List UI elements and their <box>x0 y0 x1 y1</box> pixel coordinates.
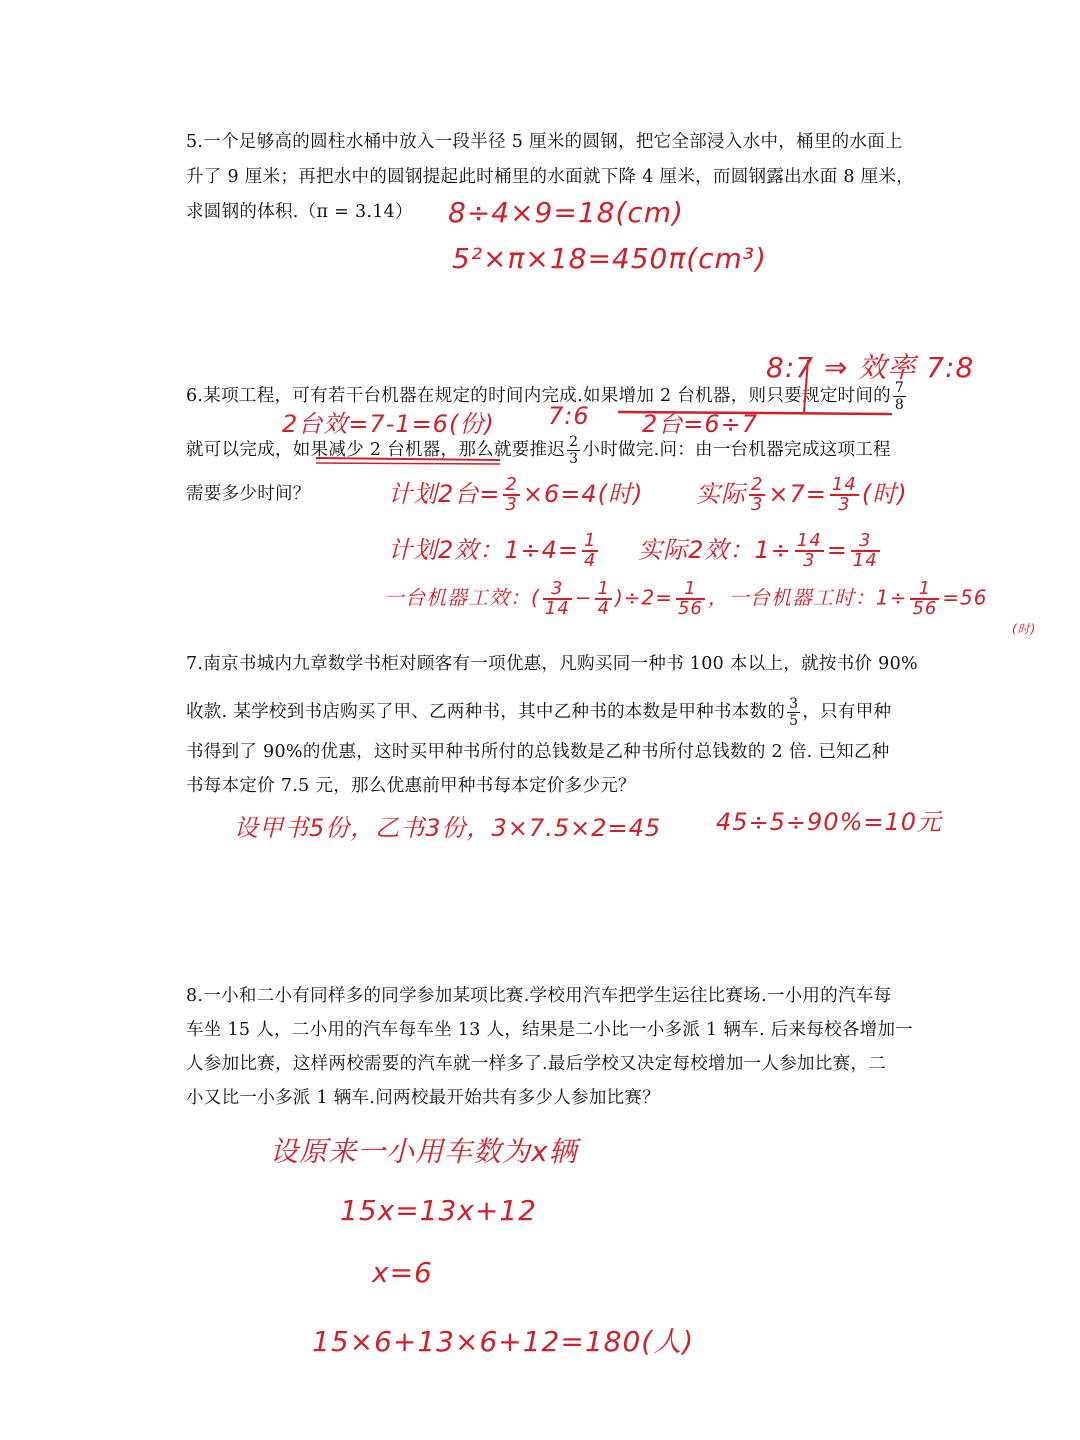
problem8-answer4: 15×6+13×6+12=180(人) <box>312 1325 695 1358</box>
problem5-answer2: 5²×π×18=450π(cm³) <box>452 242 767 275</box>
frac-num: 7 <box>894 380 905 396</box>
hw-frac-den: 4 <box>584 550 597 571</box>
hw-frac-den: 3 <box>750 494 764 515</box>
problem7-line4: 书每本定价 7.5 元，那么优惠前甲种书每本定价多少元？ <box>186 776 636 796</box>
problem7-answer1: 设甲书5份，乙书3份，3×7.5×2=45 <box>234 814 662 842</box>
problem5-line1: 5.一个足够高的圆柱水桶中放入一段半径 5 厘米的圆钢，把它全部浸入水中，桶里的水面上 <box>186 132 903 152</box>
hw-frac-num: 2 <box>750 474 764 495</box>
problem8-answer2: 15x=13x+12 <box>340 1194 537 1227</box>
problem7-line2a: 收款. 某学校到书店购买了甲、乙两种书，其中乙种书的本数是甲种书本数的 <box>186 702 786 722</box>
hw-text: 一台机器工效：( <box>384 585 540 610</box>
hw-frac-den: 14 <box>852 550 878 571</box>
hw-text: − <box>574 585 593 610</box>
hw-text: 实际2效：1÷ <box>638 536 792 564</box>
hw-frac-den: 4 <box>597 598 610 619</box>
hw-text: )÷2= <box>614 585 673 610</box>
problem8-line2: 车坐 15 人，二小用的汽车每车坐 13 人，结果是二小比一小多派 1 辆车. 后来每校各增加一 <box>186 1020 914 1040</box>
frac-den: 3 <box>569 451 579 467</box>
hw-frac-den: 3 <box>838 494 851 515</box>
hw-text: =56 <box>942 585 988 610</box>
hw-text: ×7= <box>768 480 827 508</box>
hw-text: ，一台机器工时：1÷ <box>707 585 908 610</box>
problem7-line1: 7.南京书城内九章数学书柜对顾客有一项优惠，凡购买同一种书 100 本以上，就按书价 90% <box>186 654 918 674</box>
hw-frac-den: 56 <box>677 598 703 619</box>
problem6-ratio-note: 8:7 ⇒ 效率 7:8 <box>766 351 975 384</box>
problem6-note-mid: 7:6 <box>548 402 590 430</box>
hw-frac-num: 2 <box>505 474 518 495</box>
hw-frac-num: 3 <box>543 580 572 600</box>
hw-text: (时) <box>861 480 908 508</box>
hw-frac-num: 1 <box>597 578 610 599</box>
frac-den: 8 <box>894 397 905 413</box>
hw-frac-num: 3 <box>851 532 880 552</box>
problem8-line4: 小又比一小多派 1 辆车.问两校最开始共有多少人参加比赛？ <box>186 1088 661 1108</box>
problem6-note-left: 2台效=7-1=6(份) <box>282 410 495 438</box>
ratio-strike-line <box>618 412 892 414</box>
problem6-note-right: 2台=6÷7 <box>642 410 759 438</box>
hw-frac-num: 1 <box>910 580 939 600</box>
problem5-line3: 求圆钢的体积.（π = 3.14） <box>186 202 413 222</box>
hw-frac-den: 3 <box>803 550 816 571</box>
hw-frac-num: 1 <box>676 580 705 600</box>
problem6-line1-text: 6.某项工程，可有若干台机器在规定的时间内完成.如果增加 2 台机器，则只要规定时间的 <box>186 386 891 406</box>
problem8-line3: 人参加比赛，这样两校需要的汽车就一样多了.最后学校又决定每校增加一人参加比赛，二 <box>186 1054 887 1074</box>
underline-tuichi <box>316 463 500 464</box>
hw-text: = <box>826 536 848 564</box>
hw-frac-num: 14 <box>831 474 857 495</box>
hw-frac-den: 3 <box>505 494 518 515</box>
hw-text: 计划2台= <box>388 480 501 508</box>
hw-text: 计划2效：1÷4= <box>388 536 580 564</box>
problem6-line2b: 小时做完.问：由一台机器完成这项工程 <box>582 440 891 460</box>
problem6-unit: (时) <box>1012 622 1037 636</box>
problem6-line2a: 就可以完成，如果减少 2 台机器，那么就要推迟 <box>186 440 566 460</box>
underline-jianshao <box>316 458 500 460</box>
ratio-arrow-down <box>804 360 808 412</box>
problem6-line3: 需要多少时间？ <box>186 484 311 504</box>
problem5-answer1: 8÷4×9=18(cm) <box>448 196 684 229</box>
problem7-answer2: 45÷5÷90%=10元 <box>716 808 943 836</box>
frac-num: 3 <box>789 696 799 712</box>
hw-frac-den: 14 <box>544 598 570 619</box>
hw-text: 实际 <box>695 480 746 508</box>
problem7-line3: 书得到了 90%的优惠，这时买甲种书所付的总钱数是乙种书所付总钱数的 2 倍. 已知乙种 <box>186 742 890 762</box>
frac-num: 2 <box>569 434 579 450</box>
problem7-line2b: ，只有甲种 <box>802 702 892 722</box>
frac-den: 5 <box>789 713 799 729</box>
problem8-answer3: x=6 <box>372 1256 433 1289</box>
hw-frac-num: 14 <box>796 530 822 551</box>
problem8-line1: 8.一小和二小有同样多的同学参加某项比赛.学校用汽车把学生运往比赛场.一小用的汽车每 <box>186 986 892 1006</box>
problem8-answer1: 设原来一小用车数为x辆 <box>270 1135 578 1168</box>
hw-text: ×6=4(时) <box>522 480 644 508</box>
hw-frac-num: 1 <box>584 530 597 551</box>
hw-frac-den: 56 <box>912 598 938 619</box>
problem5-line2: 升了 9 厘米；再把水中的圆钢提起此时桶里的水面就下降 4 厘米，而圆钢露出水面 8 厘米， <box>186 167 915 187</box>
